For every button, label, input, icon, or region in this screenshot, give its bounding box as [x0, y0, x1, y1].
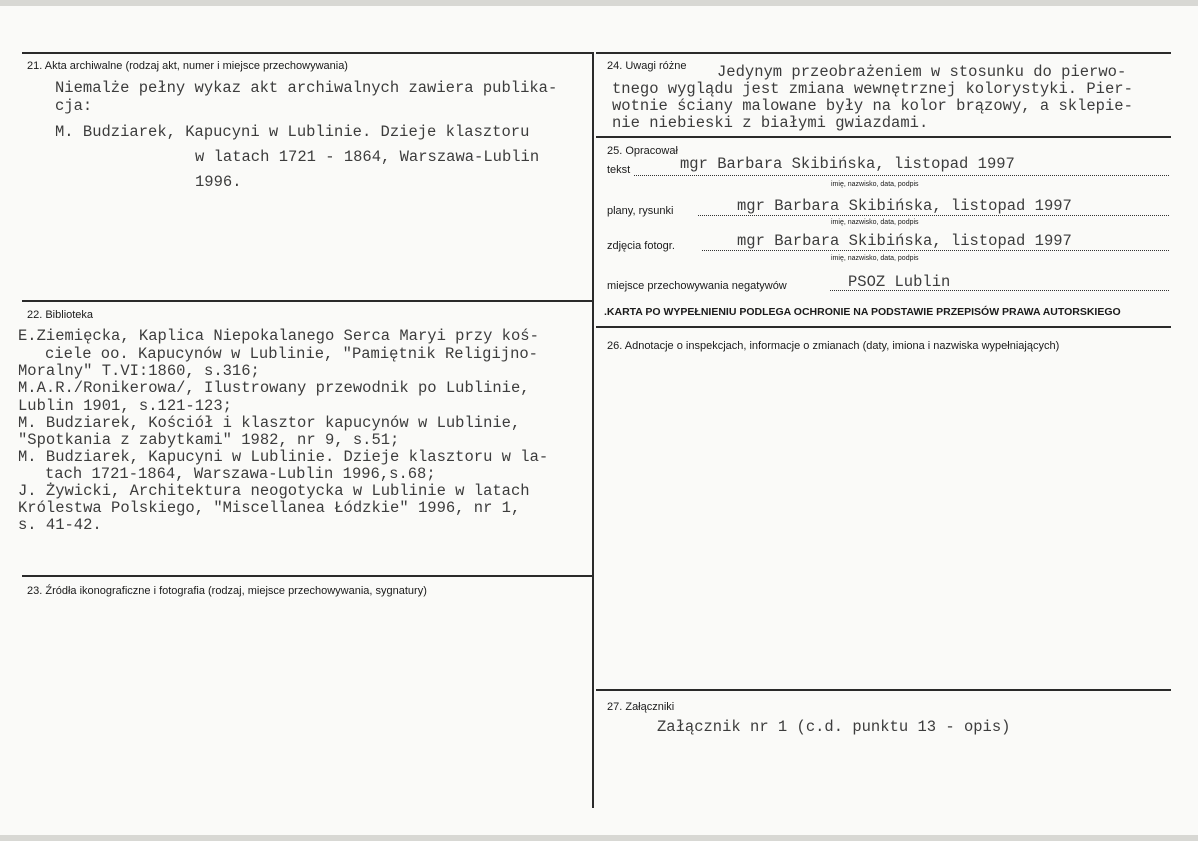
- section-27-value: Załącznik nr 1 (c.d. punktu 13 - opis): [657, 718, 1011, 736]
- plany-label: plany, rysunki: [607, 205, 674, 217]
- negatywy-label: miejsce przechowywania negatywów: [607, 280, 787, 292]
- divider-top-right: [596, 52, 1171, 54]
- section-21-line-3: M. Budziarek, Kapucyni w Lublinie. Dzieje klasztoru: [55, 123, 530, 141]
- tekst-label: tekst: [607, 164, 631, 176]
- divider-22-23: [22, 575, 594, 577]
- section-22-line-10: J. Żywicki, Architektura neogotycka w Lublinie w latach: [18, 482, 530, 500]
- section-22-line-8: M. Budziarek, Kapucyni w Lublinie. Dzieje klasztoru w la-: [18, 448, 549, 466]
- divider-top-left: [22, 52, 594, 54]
- section-22-line-1: E.Ziemięcka, Kaplica Niepokalanego Serca Maryi przy koś-: [18, 327, 539, 345]
- zdjecia-value: mgr Barbara Skibińska, listopad 1997: [737, 232, 1072, 250]
- section-24-line-2: tnego wyglądu jest zmiana wewnętrznej kolorystyki. Pier-: [612, 80, 1133, 98]
- section-22-line-11: Królestwa Polskiego, "Miscellanea Łódzkie" 1996, nr 1,: [18, 499, 521, 517]
- section-22-label: 22. Biblioteka: [27, 309, 94, 321]
- divider-21-22: [22, 300, 594, 302]
- divider-vertical: [592, 52, 594, 808]
- section-22-line-3: Moralny" T.VI:1860, s.316;: [18, 362, 260, 380]
- section-21-line-2: cja:: [55, 97, 93, 115]
- tekst-hint: imię, nazwisko, data, podpis: [831, 181, 919, 188]
- section-26-label: 26. Adnotacje o inspekcjach, informacje o zmianach (daty, imiona i nazwiska wypełniających): [607, 340, 1060, 352]
- section-21-line-5: 1996.: [195, 173, 242, 191]
- divider-25-26: [596, 326, 1171, 328]
- section-25-label: 25. Opracował: [607, 145, 678, 157]
- section-21-line-4: w latach 1721 - 1864, Warszawa-Lublin: [195, 148, 540, 166]
- section-21-label: 21. Akta archiwalne (rodzaj akt, numer i miejsce przechowywania): [27, 60, 348, 72]
- divider-24-25: [596, 136, 1171, 138]
- section-22-line-6: M. Budziarek, Kościół i klasztor kapucynów w Lublinie,: [18, 414, 521, 432]
- section-22-line-2: ciele oo. Kapucynów w Lublinie, "Pamiętnik Religijno-: [45, 345, 538, 363]
- card-bottom-edge: [0, 835, 1198, 841]
- negatywy-value: PSOZ Lublin: [848, 273, 951, 291]
- section-22-line-12: s. 41-42.: [18, 516, 102, 534]
- section-23-label: 23. Źródła ikonograficzne i fotografia (rodzaj, miejsce przechowywania, sygnatury): [27, 585, 427, 597]
- copyright-notice: .KARTA PO WYPEŁNIENIU PODLEGA OCHRONIE NA PODSTAWIE PRZEPISÓW PRAWA AUTORSKIEGO: [604, 306, 1121, 318]
- tekst-value: mgr Barbara Skibińska, listopad 1997: [680, 155, 1015, 173]
- section-22-line-7: "Spotkania z zabytkami" 1982, nr 9, s.51;: [18, 431, 400, 449]
- section-24-line-4: nie niebieski z białymi gwiazdami.: [612, 114, 929, 132]
- section-27-label: 27. Załączniki: [607, 701, 675, 713]
- section-22-line-9: tach 1721-1864, Warszawa-Lublin 1996,s.68;: [45, 465, 436, 483]
- divider-26-27: [596, 689, 1171, 691]
- section-24-line-1: Jedynym przeobrażeniem w stosunku do pierwo-: [717, 63, 1127, 81]
- plany-hint: imię, nazwisko, data, podpis: [831, 219, 919, 226]
- tekst-dotted-line: [634, 175, 1169, 176]
- zdjecia-label: zdjęcia fotogr.: [607, 240, 675, 252]
- section-24-label: 24. Uwagi różne: [607, 60, 687, 72]
- card-top-edge: [0, 0, 1198, 6]
- plany-value: mgr Barbara Skibińska, listopad 1997: [737, 197, 1072, 215]
- section-22-line-4: M.A.R./Ronikerowa/, Ilustrowany przewodnik po Lublinie,: [18, 379, 530, 397]
- zdjecia-hint: imię, nazwisko, data, podpis: [831, 255, 919, 262]
- section-24-line-3: wotnie ściany malowane były na kolor brązowy, a sklepie-: [612, 97, 1133, 115]
- section-21-line-1: Niemalże pełny wykaz akt archiwalnych zawiera publika-: [55, 79, 558, 97]
- section-22-line-5: Lublin 1901, s.121-123;: [18, 397, 232, 415]
